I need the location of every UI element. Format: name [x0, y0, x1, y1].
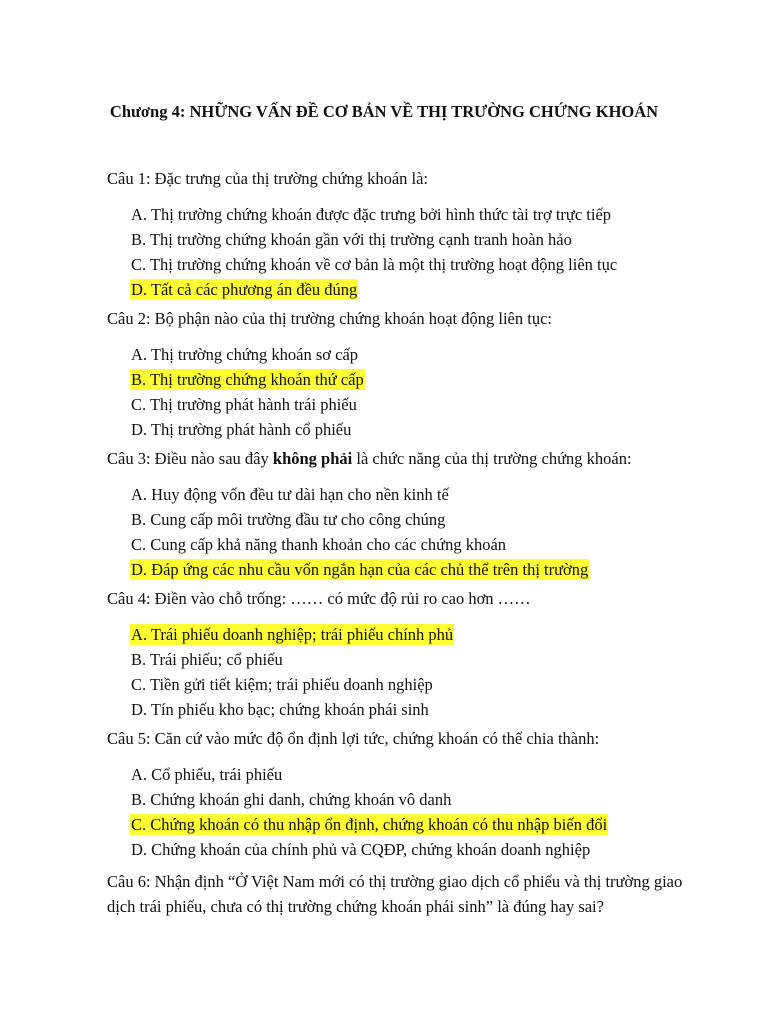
- option-d: D. Đáp ứng các nhu cầu vốn ngắn hạn của các chủ thể trên thị trường: [131, 560, 589, 579]
- option-list: [107, 622, 707, 722]
- question-text: Câu 2: Bộ phận nào của thị trường chứng khoán hoạt động liên tục:: [107, 309, 552, 328]
- question-text: Câu 4: Điền vào chỗ trống: …… có mức độ rủi ro cao hơn ……: [107, 589, 531, 608]
- emphasis-text: không phải: [272, 449, 353, 468]
- option-b: B. Thị trường chứng khoán thứ cấp: [131, 370, 364, 389]
- option-d: D. Tất cả các phương án đều đúng: [131, 280, 358, 299]
- option-b: B. Chứng khoán ghi danh, chứng khoán vô danh: [131, 790, 452, 809]
- option-b: B. Thị trường chứng khoán gần với thị trường cạnh tranh hoàn hảo: [131, 230, 572, 249]
- option-list: [107, 342, 707, 442]
- option-c: C. Cung cấp khả năng thanh khoản cho các chứng khoán: [131, 535, 507, 554]
- option-list: [107, 202, 707, 302]
- option-b: B. Cung cấp môi trường đầu tư cho công chúng: [131, 510, 446, 529]
- option-list: [107, 762, 707, 862]
- question-text: Câu 6: Nhận định “Ở Việt Nam mới có thị trường giao dịch cổ phiếu và thị trường giao dịch trái phiếu, chưa có thị trường chứng khoán phái sinh” là đúng hay sai?: [107, 872, 683, 916]
- question-4: [107, 586, 707, 722]
- option-c: C. Thị trường chứng khoán về cơ bản là một thị trường hoạt động liên tục: [131, 255, 618, 274]
- option-a: A. Huy động vốn đều tư dài hạn cho nền kinh tế: [131, 485, 449, 504]
- option-d: D. Tín phiếu kho bạc; chứng khoán phái sinh: [131, 700, 429, 719]
- option-d: D. Thị trường phát hành cổ phiếu: [131, 420, 352, 439]
- option-a: A. Trái phiếu doanh nghiệp; trái phiếu chính phủ: [131, 625, 454, 644]
- question-6: [107, 869, 707, 919]
- question-text: Câu 3: Điều nào sau đây không phải là chức năng của thị trường chứng khoán:: [107, 449, 632, 468]
- option-c: C. Chứng khoán có thu nhập ổn định, chứng khoán có thu nhập biến đổi: [131, 815, 608, 834]
- question-2: [107, 306, 707, 442]
- option-c: C. Thị trường phát hành trái phiếu: [131, 395, 357, 414]
- question-text: Câu 1: Đặc trưng của thị trường chứng khoán là:: [107, 169, 429, 188]
- question-1: [107, 166, 707, 302]
- option-list: [107, 482, 707, 582]
- question-3: [107, 446, 707, 582]
- option-a: A. Cổ phiếu, trái phiếu: [131, 765, 283, 784]
- question-text: Câu 5: Căn cứ vào mức độ ổn định lợi tức, chứng khoán có thể chia thành:: [107, 729, 600, 748]
- option-a: A. Thị trường chứng khoán sơ cấp: [131, 345, 359, 364]
- option-d: D. Chứng khoán của chính phủ và CQĐP, chứng khoán doanh nghiệp: [131, 840, 591, 859]
- option-c: C. Tiền gửi tiết kiệm; trái phiếu doanh nghiệp: [131, 675, 433, 694]
- chapter-title: Chương 4: NHỮNG VẤN ĐỀ CƠ BẢN VỀ THỊ TRƯỜNG CHỨNG KHOÁN: [109, 102, 659, 121]
- option-b: B. Trái phiếu; cổ phiếu: [131, 650, 283, 669]
- option-a: A. Thị trường chứng khoán được đặc trưng bởi hình thức tài trợ trực tiếp: [131, 205, 612, 224]
- question-5: [107, 726, 707, 862]
